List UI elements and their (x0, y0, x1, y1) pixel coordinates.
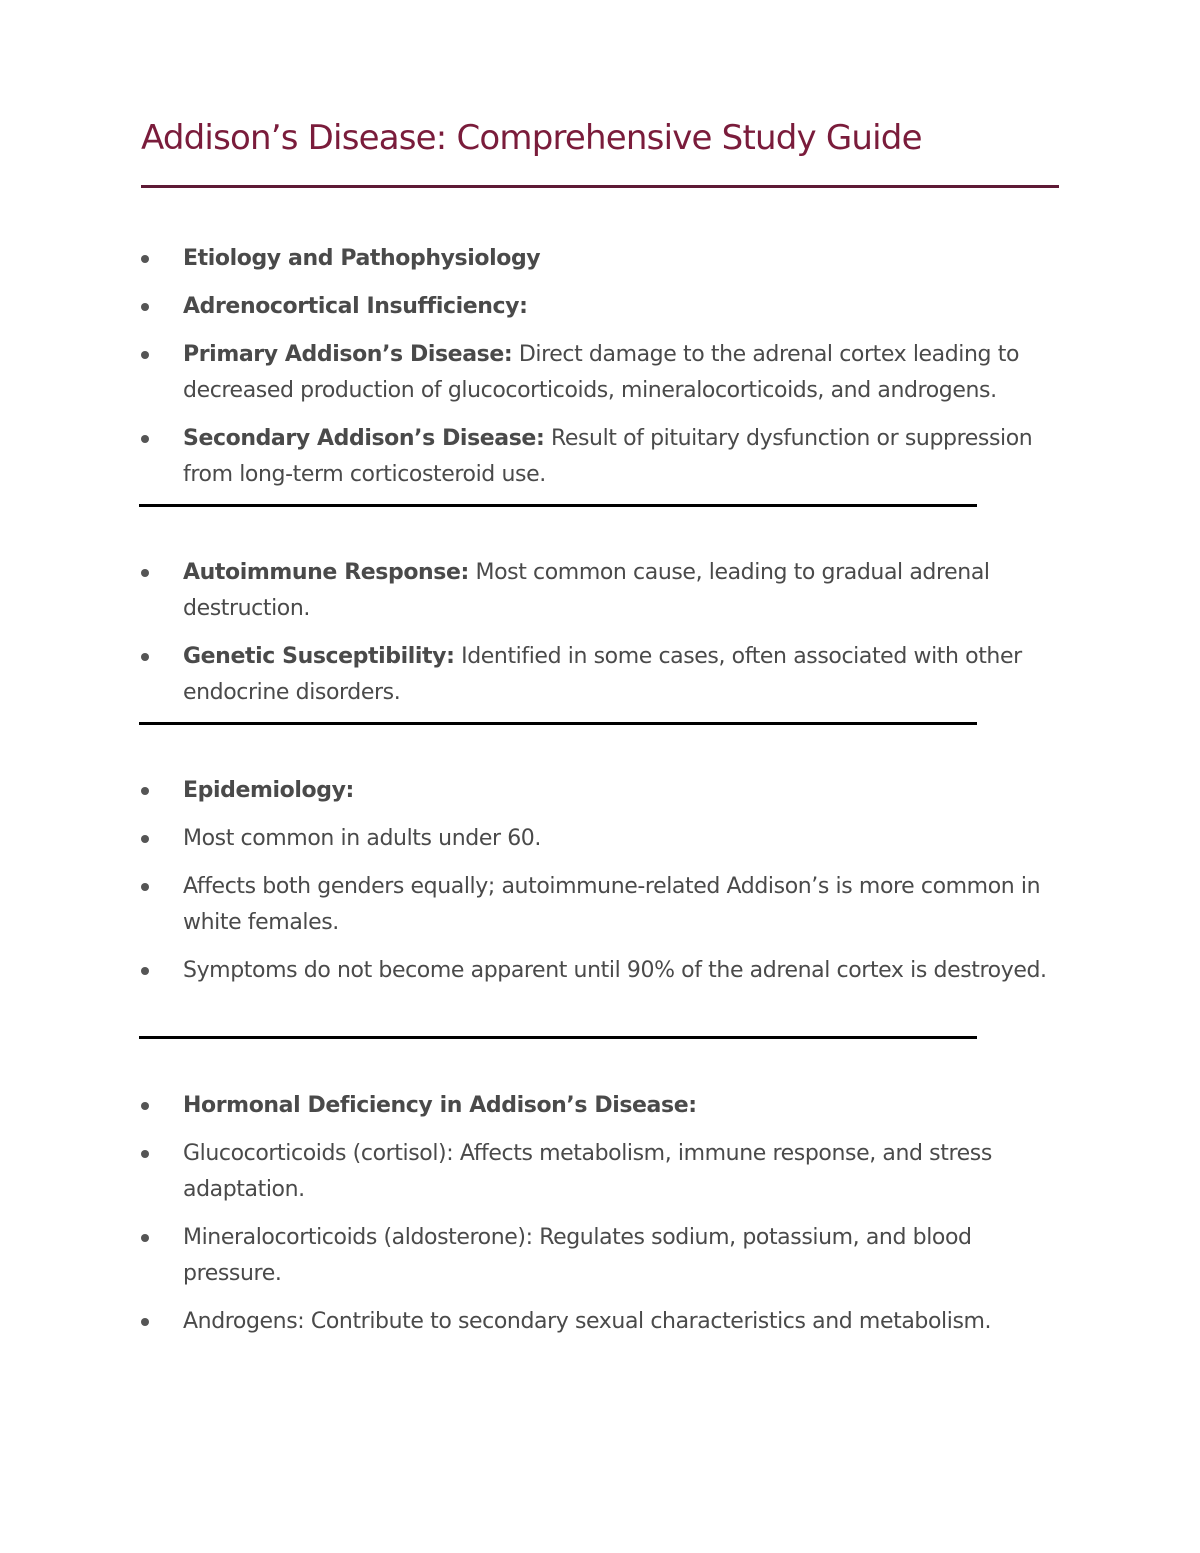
bullet-icon (141, 883, 149, 891)
bullet-icon (141, 351, 149, 359)
item-term: Secondary Addison’s Disease: (183, 426, 545, 451)
section-hormonal-deficiency (141, 1088, 1071, 1352)
section-divider (139, 1036, 977, 1039)
list-item (141, 421, 1071, 493)
bullet-icon (141, 967, 149, 975)
section-divider (139, 722, 977, 725)
item-term: Genetic Susceptibility: (183, 644, 455, 669)
list-item (141, 1088, 1071, 1124)
section-divider (139, 504, 977, 507)
list-item (141, 953, 1071, 989)
list-item (141, 1304, 1071, 1340)
list-item (141, 337, 1071, 409)
bullet-icon (141, 303, 149, 311)
bullet-icon (141, 787, 149, 795)
list-item (141, 773, 1071, 809)
item-text: Direct damage to the adrenal cortex leading to decreased production of glucocorticoids, mineralocorticoids, and androgens. (183, 342, 1020, 403)
page-title: Addison’s Disease: Comprehensive Study Guide (141, 118, 922, 158)
bullet-icon (141, 1234, 149, 1242)
item-text: Androgens: Contribute to secondary sexual characteristics and metabolism. (183, 1309, 992, 1334)
item-term: Adrenocortical Insufficiency: (183, 294, 528, 319)
item-text: Symptoms do not become apparent until 90% of the adrenal cortex is destroyed. (183, 958, 1047, 983)
item-text: Most common in adults under 60. (183, 826, 541, 851)
list-item (141, 869, 1071, 941)
bullet-icon (141, 569, 149, 577)
bullet-icon (141, 1102, 149, 1110)
item-term: Epidemiology: (183, 778, 354, 803)
title-underline (141, 185, 1059, 188)
section-epidemiology (141, 773, 1071, 1001)
item-text: Affects both genders equally; autoimmune-related Addison’s is more common in white females. (183, 874, 1041, 935)
section-causes (141, 555, 1071, 723)
list-item (141, 821, 1071, 857)
item-term: Primary Addison’s Disease: (183, 342, 513, 367)
bullet-icon (141, 835, 149, 843)
item-text: Glucocorticoids (cortisol): Affects metabolism, immune response, and stress adaptation. (183, 1141, 992, 1202)
bullet-icon (141, 1150, 149, 1158)
item-term: Etiology and Pathophysiology (183, 246, 541, 271)
section-etiology (141, 241, 1071, 505)
bullet-icon (141, 1318, 149, 1326)
item-text: Most common cause, leading to gradual adrenal destruction. (183, 560, 990, 621)
list-item (141, 639, 1071, 711)
list-item (141, 241, 1071, 277)
bullet-icon (141, 653, 149, 661)
bullet-icon (141, 255, 149, 263)
list-item (141, 1136, 1071, 1208)
list-item (141, 1220, 1071, 1292)
item-text: Mineralocorticoids (aldosterone): Regulates sodium, potassium, and blood pressure. (183, 1225, 972, 1286)
item-term: Autoimmune Response: (183, 560, 469, 585)
list-item (141, 289, 1071, 325)
bullet-icon (141, 435, 149, 443)
item-term: Hormonal Deficiency in Addison’s Disease: (183, 1093, 697, 1118)
list-item (141, 555, 1071, 627)
item-text: Identified in some cases, often associated with other endocrine disorders. (183, 644, 1022, 705)
item-text: Result of pituitary dysfunction or suppression from long-term corticosteroid use. (183, 426, 1033, 487)
